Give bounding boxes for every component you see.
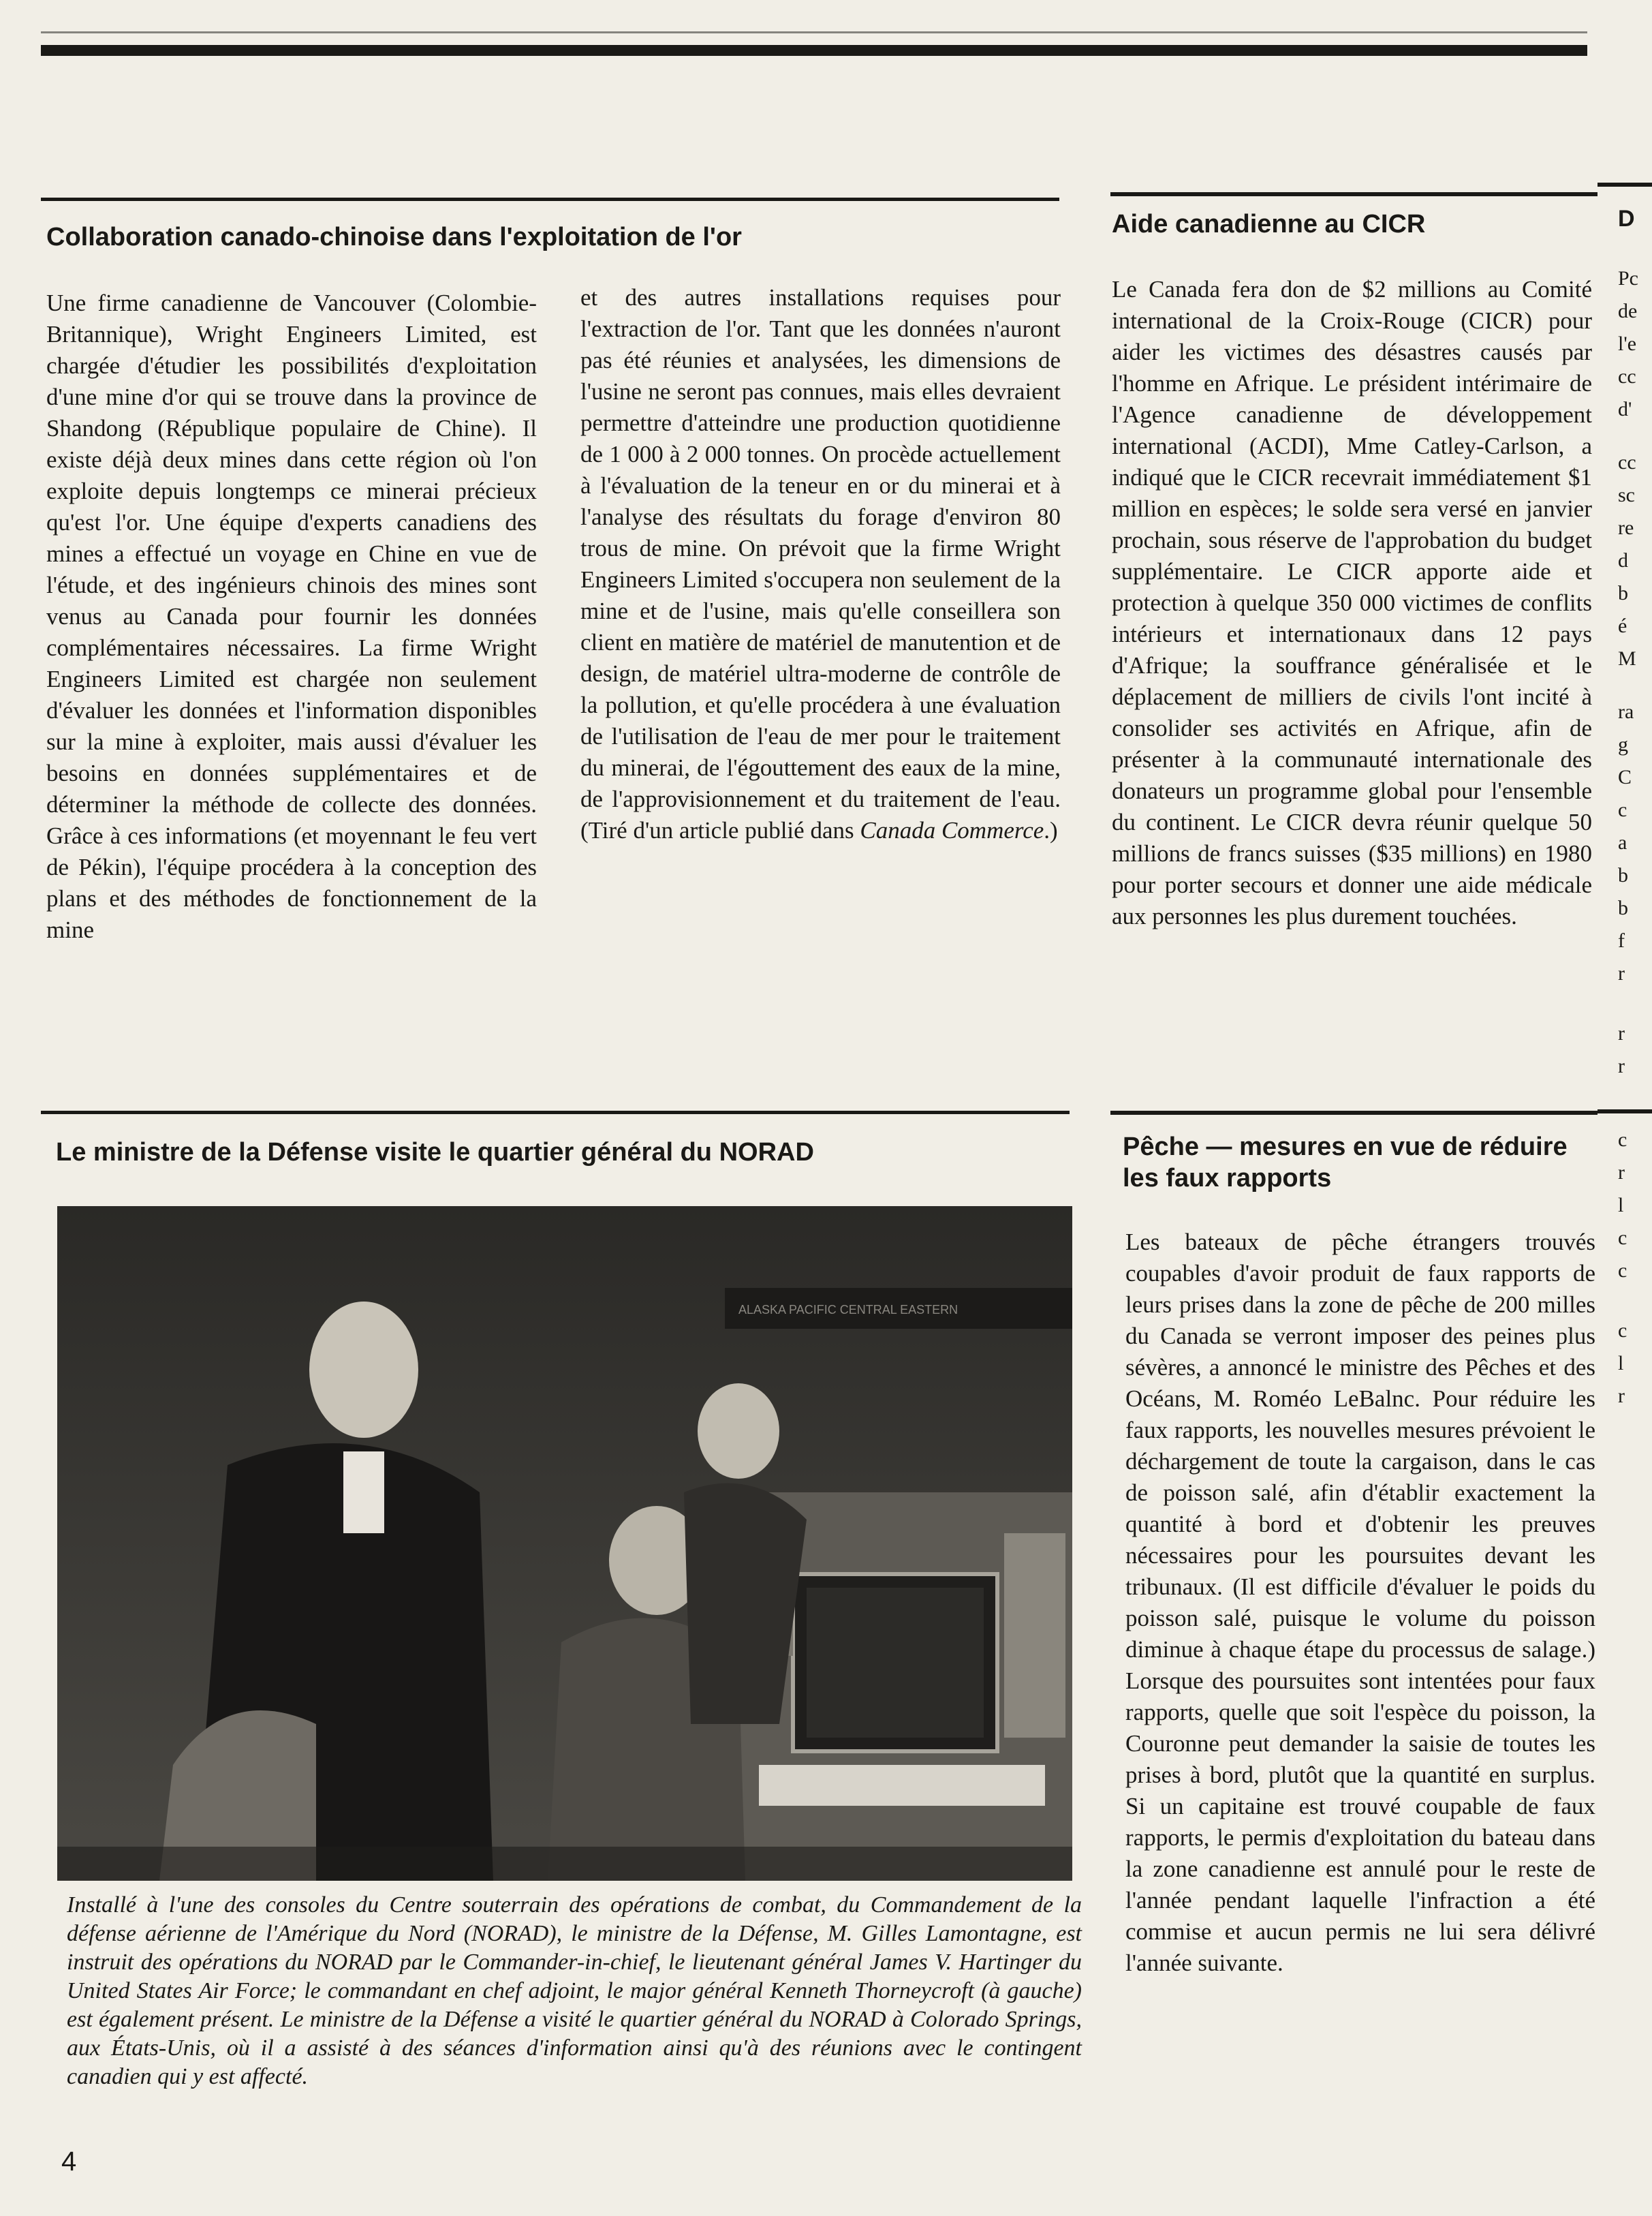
article1-title: Collaboration canado-chinoise dans l'exploitation de l'or [46,223,742,251]
paragraph: Le CICR apporte aide et protection à quelque 350 000 victimes de conflits intérieurs et internationaux dans 12 pays d'Afrique; la souffrance généralisée et le déplacement de milliers de civils l'ont incité à consolider ses activités en Afrique, afin de présenter à la communauté internationale des donateurs un programme global pour l'ensemble du continent. [1112,558,1593,835]
adjacent-letter: M [1618,647,1636,670]
adjacent-letter: r [1618,1022,1625,1045]
adjacent-letter: r [1618,1385,1625,1407]
adjacent-page-letters-column [1618,262,1638,1413]
paragraph: Une équipe d'experts canadiens des mines a effectué un voyage en Chine en vue de l'étude, et des ingénieurs chinois des mines sont venus au Canada pour fournir les données complémentaires nécessaires. [46,509,537,661]
paragraph: Une firme canadienne de Vancouver (Colombie-Britannique), Wright Engineers Limited, est chargée d'étudier les possibilités d'exploitation d'une mine d'or qui se trouve dans la province de Shandong (République populaire de Chine). Il existe déjà deux mines dans cette région où l'on exploite depuis longtemps ce minerai précieux qu'est l'or. [46,290,537,536]
adjacent-letter: Pc [1618,267,1638,290]
adjacent-letter: sc [1618,484,1635,506]
article2-rule [1110,192,1598,196]
adjacent-letter: r [1618,962,1625,985]
caption-text: Installé à l'une des consoles du Centre souterrain des opérations de combat, du Commandement de la défense aérienne de l'Amérique du Nord (NORAD), le ministre de la Défense, M. Gilles Lamontagne, est instruit des opérations du NORAD par le Commander-in-chief, le lieutenant général James V. Hartinger du United States Air Force; le commandant en chef adjoint, le major général Kenneth Thorneycroft (à gauche) est également présent. Le ministre de la Défense a visité le quartier général du NORAD à Colorado Springs, aux États-Unis, où il a assisté à des séances d'information ainsi qu'à des réunions avec le contingent canadien qui y est affecté. [67,1892,1082,2089]
adjacent-letter: l'e [1618,333,1637,355]
source-note [580,817,1058,844]
adjacent-letter: g [1618,733,1628,756]
photo-sign-text: ALASKA PACIFIC CENTRAL EASTERN [738,1303,959,1317]
paragraph: Pour réduire les faux rapports, les nouvelles mesures prévoient le déchargement de toute la cargaison, dans le cas de poisson salé, afin d'établir exactement la quantité à bord et d'obtenir les preuves nécessaires pour les poursuites devant les tribunaux. (Il est difficile d'évaluer le poids du poisson salé, puisque le volume du poisson diminue à chaque étape du processus de salage.) [1125,1385,1596,1663]
source-publication: Canada Commerce [860,817,1044,844]
adjacent-letter: f [1618,929,1625,952]
adjacent-letter: l [1618,1352,1624,1374]
article4-rule [1110,1111,1598,1115]
adjacent-page-letters [1618,201,1635,236]
paragraph: et des autres installations requises pour l'extraction de l'or. [580,284,1061,342]
top-rule-thin [41,31,1587,33]
paragraph: Le CICR devra réunir quelque 50 millions de francs suisses ($35 millions) en 1980 pour porter secours et donner une aide médicale aux personnes les plus durement touchées. [1112,809,1592,929]
source-suffix: .) [1044,817,1058,844]
norad-photo [57,1206,1072,1881]
adjacent-letter: l [1618,1194,1624,1216]
paragraph: La firme Wright Engineers Limited est chargée non seulement d'évaluer les données et l'information disponibles sur la mine à exploiter, mais aussi d'évaluer les besoins en données supplémentaires et de déterminer la méthode de collecte des données. Grâce à ces informations (et moyennant le feu vert de Pékin), l'équipe procédera à la conception des plans et des méthodes de fonctionnement de la mine [46,634,537,943]
article4-title [1123,1131,1600,1194]
paragraph: Les bateaux de pêche étrangers trouvés coupables d'avoir produit de faux rapports de leurs prises dans la zone de pêche de 200 milles du Canada se verront imposer des peines plus sévères, a annoncé le ministre des Pêches et des Océans, M. Roméo LeBalnc. [1125,1229,1595,1412]
photo-caption [67,1891,1082,2091]
adjacent-letter: d' [1618,398,1632,420]
adjacent-page-rule [1598,183,1652,187]
paragraph: Lorsque des poursuites sont intentées pour faux rapports, quelle que soit l'espèce du poisson, la Couronne peut demander la saisie de toutes les prises à bord, plutôt que la quantité en surplus. [1125,1667,1595,1788]
adjacent-letter: é [1618,615,1627,637]
article4-title-line2: les faux rapports [1123,1164,1332,1192]
adjacent-letter: b [1618,582,1628,604]
article1-col2 [580,282,1061,846]
norad-photo-illustration [57,1206,1072,1881]
page-number: 4 [61,2146,77,2176]
adjacent-letter: c [1618,799,1627,821]
adjacent-letter: a [1618,831,1627,854]
adjacent-letter: C [1618,766,1632,788]
article4-body [1125,1227,1595,1979]
adjacent-letter: ra [1618,701,1634,723]
adjacent-letter: b [1618,864,1628,887]
adjacent-letter: c [1618,1128,1627,1151]
adjacent-letter: c [1618,1227,1627,1249]
article2-title: Aide canadienne au CICR [1112,210,1426,238]
paragraph: Tant que les données n'auront pas été réunies et analysées, les dimensions de l'usine ne seront pas connues, mais elles devraient permettre d'atteindre une production quotidienne de 1 000 à 2 000 tonnes. [580,316,1061,467]
top-rule [41,45,1587,56]
article3-rule [41,1111,1070,1114]
paragraph: Si un capitaine est trouvé coupable de faux rapports, le permis d'exploitation du bateau dans la zone canadienne est annulé pour le reste de l'année pendant laquelle l'infraction a été commise et aucun permis ne lui sera délivré l'année suivante. [1125,1793,1595,1976]
adjacent-letter: c [1618,1319,1627,1342]
paragraph: On prévoit que la firme Wright Engineers Limited s'occupera non seulement de la mine et de l'usine, mais qu'elle conseillera son client en matière de matériel de manutention et de design, de matériel ultra-moderne de contrôle de la pollution, et qu'elle procédera à une évaluation de l'utilisation de l'eau de mer pour le traitement du minerai, de l'égouttement des eaux de la mine, de l'approvisionnement et du traitement de l'eau. [580,535,1061,812]
adjacent-letter: d [1618,549,1628,572]
adjacent-letter: r [1618,1161,1625,1184]
adjacent-letter: re [1618,517,1634,539]
article1-col1 [46,288,537,946]
paragraph: Le Canada fera don de $2 millions au Comité international de la Croix-Rouge (CICR) pour aider les victimes des désastres causés par l'homme en Afrique. [1112,276,1592,397]
adjacent-letter: r [1618,1055,1625,1077]
adjacent-letter: de [1618,300,1638,322]
article3-title: Le ministre de la Défense visite le quartier général du NORAD [56,1138,814,1167]
paragraph: Le président intérimaire de l'Agence canadienne de développement international (ACDI), Mme Catley-Carlson, a indiqué que le CICR recevrait immédiatement $1 million en espèces; le solde sera versé en janvier prochain, sous réserve de l'approbation du budget supplémentaire. [1112,370,1592,585]
article4-title-line1: Pêche — mesures en vue de réduire [1123,1133,1568,1161]
adjacent-letter: c [1618,1259,1627,1282]
paragraph: On procède actuellement à l'évaluation de la teneur en or du minerai et à l'analyse des résultats du forage d'environ 80 trous de mine. [580,441,1061,561]
adjacent-letter: cc [1618,365,1636,388]
adjacent-letter: b [1618,897,1628,919]
source-prefix: (Tiré d'un article publié dans [580,817,860,844]
article1-rule [41,198,1059,201]
article2-body [1112,274,1592,932]
adjacent-letter: D [1618,206,1635,232]
adjacent-letter: cc [1618,451,1636,474]
